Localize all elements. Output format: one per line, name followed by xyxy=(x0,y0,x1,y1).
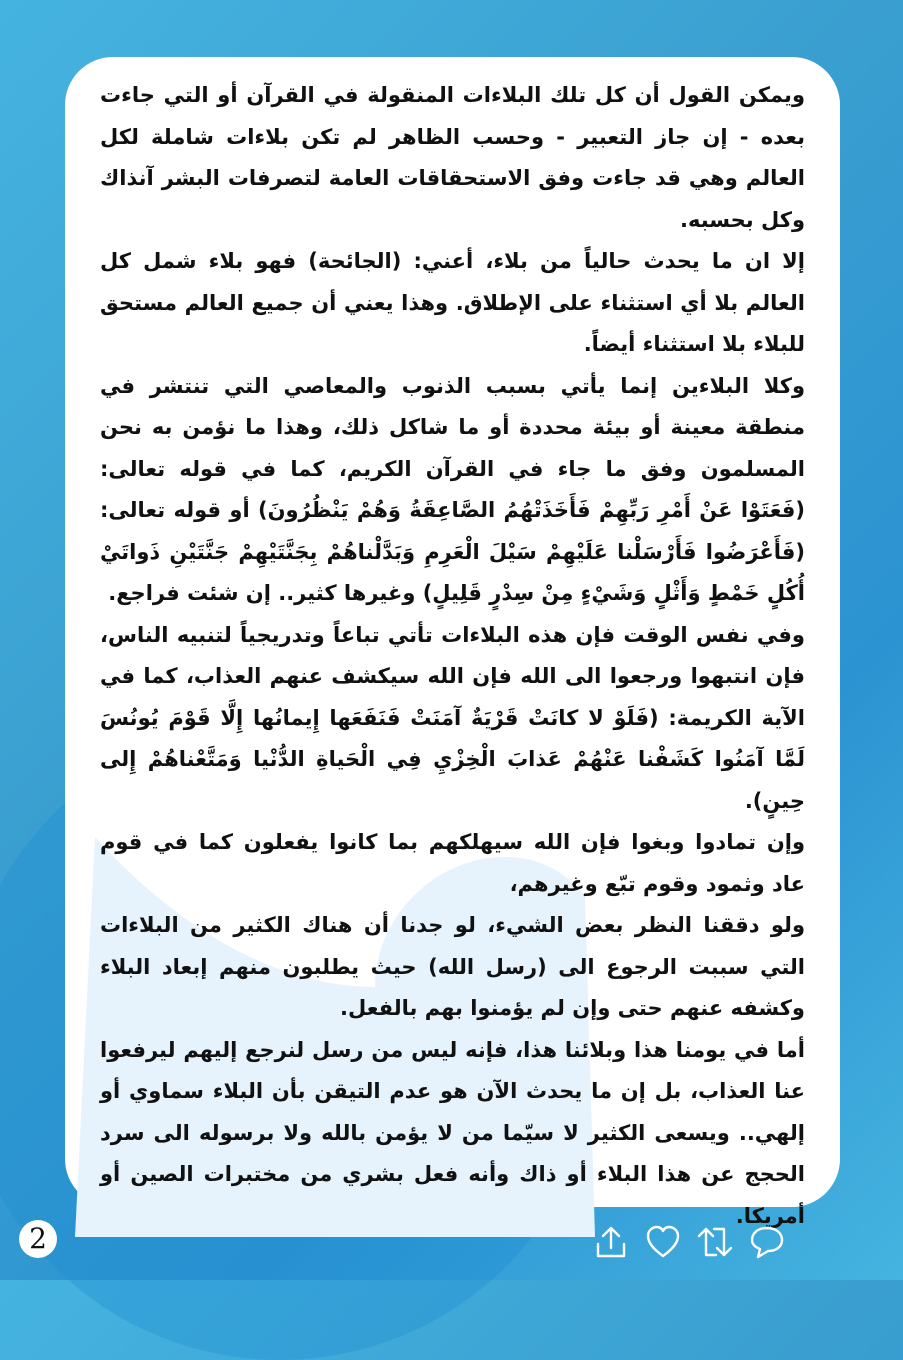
paragraph: ويمكن القول أن كل تلك البلاءات المنقولة في القرآن أو التي جاءت بعده - إن جاز التعبير - وحسب الظاهر لم تكن بلاءات شاملة لكل العالم وهي قد جاءت وفق الاستحقاقات العامة لتصرفات البشر آنذاك وكل بحسبه. xyxy=(100,83,805,232)
post-card xyxy=(65,57,840,1228)
share-icon[interactable] xyxy=(592,1224,630,1260)
page-number-badge: 2 xyxy=(19,1220,57,1258)
reply-icon[interactable] xyxy=(748,1224,786,1260)
paragraph: وفي نفس الوقت فإن هذه البلاءات تأتي تباعاً وتدريجياً لتنبيه الناس، فإن انتبهوا ورجعوا الى الله فإن الله سيكشف عنهم العذاب، كما في الآية الكريمة: (فَلَوْ لا كانَتْ قَرْيَةٌ آمَنَتْ فَنَفَعَها إِيمانُها إِلَّا قَوْمَ يُونُسَ لَمَّا آمَنُوا كَشَفْنا عَنْهُمْ عَذابَ الْخِزْيِ فِي الْحَياةِ الدُّنْيا وَمَتَّعْناهُمْ إِلى حِينٍ). xyxy=(100,622,805,813)
paragraph: أما في يومنا هذا وبلائنا هذا، فإنه ليس من رسل لنرجع إليهم ليرفعوا عنا العذاب، بل إن ما يحدث الآن هو عدم التيقن بأن البلاء سماوي أو إلهي.. ويسعى الكثير لا سيّما من لا يؤمن بالله ولا برسوله الى سرد الحجج عن هذا البلاء أو ذاك وأنه فعل بشري من مختبرات الصين أو أمريكا. xyxy=(100,1037,805,1228)
retweet-icon[interactable] xyxy=(696,1224,734,1260)
paragraph: وإن تمادوا وبغوا فإن الله سيهلكهم بما كانوا يفعلون كما في قوم عاد وثمود وقوم تبّع وغيرهم، xyxy=(100,830,805,896)
paragraph: إلا ان ما يحدث حالياً من بلاء، أعني: (الجائحة) فهو بلاء شمل كل العالم بلا أي استثناء على الإطلاق. وهذا يعني أن جميع العالم مستحق للبلاء بلا استثناء أيضاً. xyxy=(100,249,805,356)
heart-icon[interactable] xyxy=(644,1224,682,1260)
post-body xyxy=(65,57,840,1237)
paragraph: وكلا البلاءين إنما يأتي بسبب الذنوب والمعاصي التي تنتشر في منطقة معينة أو بيئة محددة أو ما شاكل ذلك، وهذا ما نؤمن به نحن المسلمون وفق ما جاء في القرآن الكريم، كما في قوله تعالى: (فَعَتَوْا عَنْ أَمْرِ رَبِّهِمْ فَأَخَذَتْهُمُ الصَّاعِقَةُ وَهُمْ يَنْظُرُونَ) أو قوله تعالى: (فَأَعْرَضُوا فَأَرْسَلْنا عَلَيْهِمْ سَيْلَ الْعَرِمِ وَبَدَّلْناهُمْ بِجَنَّتَيْهِمْ جَنَّتَيْنِ ذَواتَيْ أُكُلٍ خَمْطٍ وَأَثْلٍ وَشَيْءٍ مِنْ سِدْرٍ قَلِيلٍ) وغيرها كثير.. إن شئت فراجع. xyxy=(100,373,805,605)
paragraph: ولو دققنا النظر بعض الشيء، لو جدنا أن هناك الكثير من البلاءات التي سببت الرجوع الى (رسل الله) حيث يطلبون منهم إبعاد البلاء وكشفه عنهم حتى وإن لم يؤمنوا بهم بالفعل. xyxy=(100,913,805,1020)
action-bar xyxy=(592,1224,786,1260)
